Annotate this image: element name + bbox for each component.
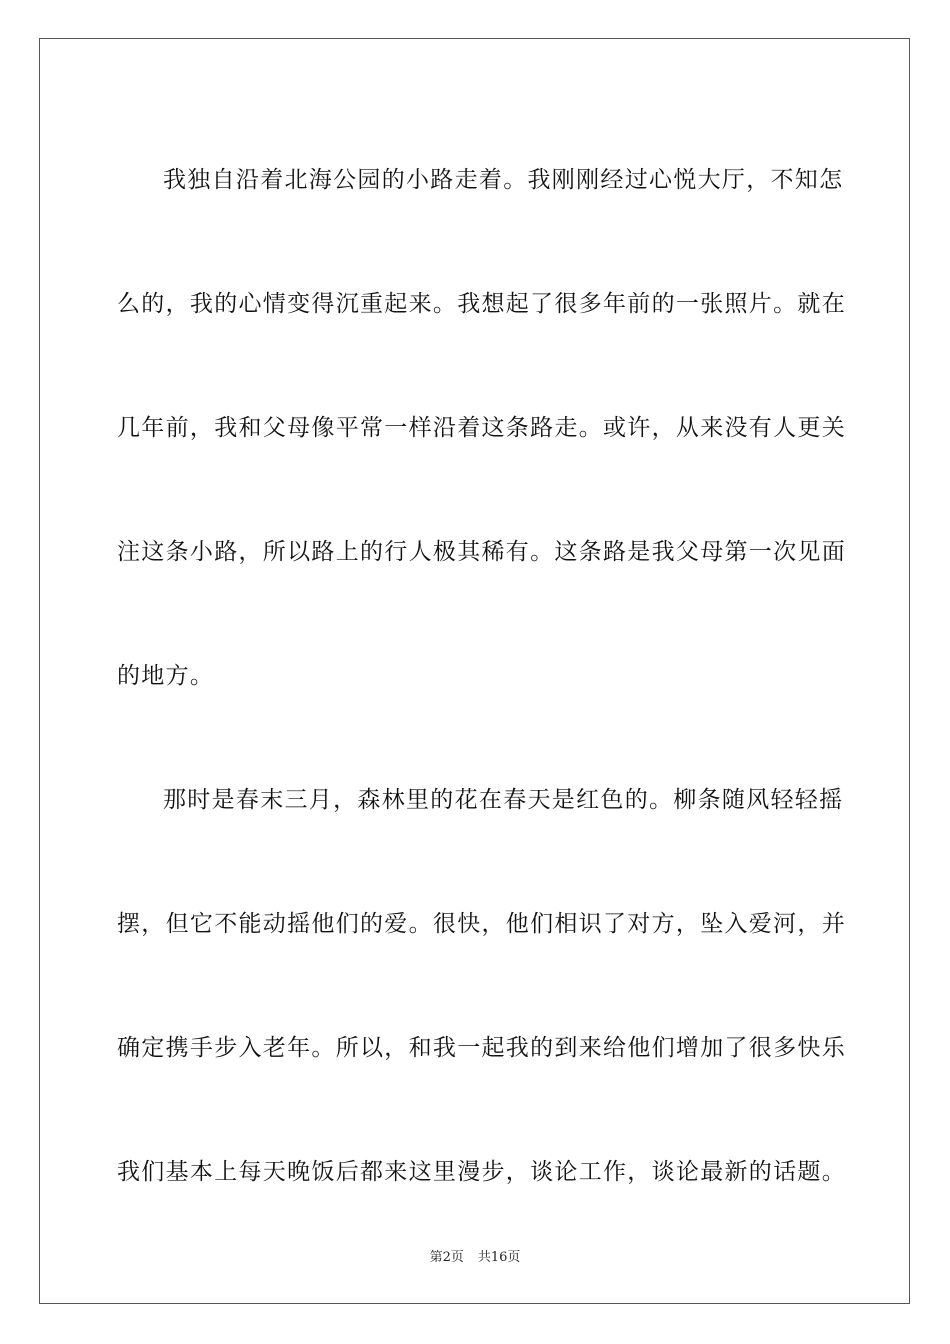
paragraph-1 — [117, 118, 846, 738]
paragraph-line: 那时是春末三月，森林里的花在春天是红色的。柳条随风轻轻摇 — [163, 787, 844, 813]
paragraph-line: 几年前，我和父母像平常一样沿着这条路走。或许，从来没有人更关 — [117, 415, 846, 441]
page-number: 第2页 — [429, 1250, 464, 1265]
page-total: 共16页 — [477, 1250, 521, 1265]
paragraph-line: 我独自沿着北海公园的小路走着。我刚刚经过心悦大厅，不知怎 — [163, 167, 844, 193]
paragraph-line: 么的，我的心情变得沉重起来。我想起了很多年前的一张照片。就在 — [117, 291, 846, 317]
paragraph-line: 确定携手步入老年。所以，和我一起我的到来给他们增加了很多快乐 — [117, 1035, 846, 1061]
paragraph-line: 我们基本上每天晚饭后都来这里漫步，谈论工作，谈论最新的话题。 — [117, 1159, 846, 1185]
paragraph-line: 摆，但它不能动摇他们的爱。很快，他们相识了对方，坠入爱河，并 — [117, 911, 846, 937]
document-body — [117, 118, 846, 1234]
paragraph-line: 注这条小路，所以路上的行人极其稀有。这条路是我父母第一次见面 — [117, 539, 846, 565]
paragraph-line: 的地方。 — [117, 663, 215, 689]
paragraph-2 — [117, 738, 846, 1234]
page-footer — [0, 1246, 950, 1265]
